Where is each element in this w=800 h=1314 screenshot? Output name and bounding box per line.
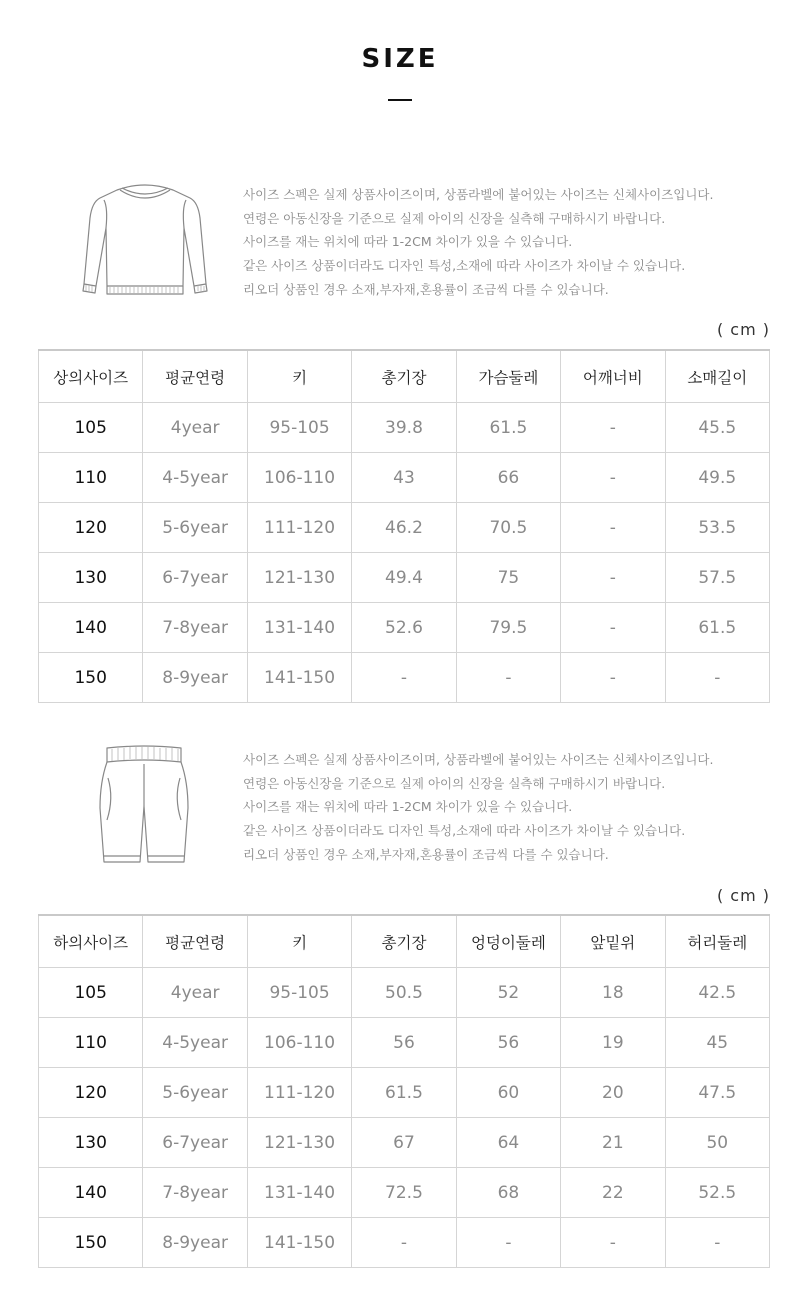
table-cell: 18	[561, 968, 665, 1018]
size-cell: 150	[39, 653, 143, 703]
table-cell: -	[561, 1218, 665, 1268]
sweatshirt-icon	[80, 178, 210, 300]
table-cell: 53.5	[665, 503, 769, 553]
column-header: 하의사이즈	[39, 915, 143, 968]
table-cell: 79.5	[456, 603, 560, 653]
table-cell: 49.5	[665, 453, 769, 503]
table-row	[39, 553, 770, 603]
bottom-notes	[243, 748, 783, 867]
table-cell: -	[456, 1218, 560, 1268]
table-cell: 95-105	[247, 968, 351, 1018]
table-cell: 46.2	[352, 503, 456, 553]
table-cell: 43	[352, 453, 456, 503]
table-cell: 7-8year	[143, 1168, 247, 1218]
shorts-icon	[98, 742, 190, 868]
table-row	[39, 1218, 770, 1268]
table-cell: 49.4	[352, 553, 456, 603]
table-cell: 39.8	[352, 403, 456, 453]
column-header: 가슴둘레	[456, 350, 560, 403]
table-cell: -	[456, 653, 560, 703]
table-cell: -	[352, 653, 456, 703]
table-cell: 52	[456, 968, 560, 1018]
table-cell: 7-8year	[143, 603, 247, 653]
table-cell: 141-150	[247, 1218, 351, 1268]
column-header: 소매길이	[665, 350, 769, 403]
size-cell: 120	[39, 503, 143, 553]
table-row	[39, 1068, 770, 1118]
table-cell: 61.5	[665, 603, 769, 653]
table-row	[39, 1118, 770, 1168]
size-cell: 150	[39, 1218, 143, 1268]
table-cell: 60	[456, 1068, 560, 1118]
unit-label: ( cm )	[716, 886, 770, 905]
size-cell: 140	[39, 1168, 143, 1218]
note-line: 같은 사이즈 상품이더라도 디자인 특성,소재에 따라 사이즈가 차이날 수 있습니다.	[243, 258, 686, 274]
page-title: SIZE	[361, 44, 439, 74]
table-row	[39, 453, 770, 503]
table-row	[39, 1018, 770, 1068]
note-line: 리오더 상품인 경우 소재,부자재,혼용률이 조금씩 다를 수 있습니다.	[243, 281, 609, 297]
table-row	[39, 1168, 770, 1218]
note-line: 사이즈를 재는 위치에 따라 1-2CM 차이가 있을 수 있습니다.	[243, 799, 573, 815]
column-header: 상의사이즈	[39, 350, 143, 403]
table-cell: 75	[456, 553, 560, 603]
size-cell: 110	[39, 453, 143, 503]
table-cell: 45.5	[665, 403, 769, 453]
table-cell: 5-6year	[143, 503, 247, 553]
table-cell: -	[561, 453, 665, 503]
table-cell: 21	[561, 1118, 665, 1168]
note-line: 연령은 아동신장을 기준으로 실제 아이의 신장을 실측해 구매하시기 바랍니다.	[243, 210, 666, 226]
table-cell: -	[665, 1218, 769, 1268]
column-header: 키	[247, 350, 351, 403]
table-row	[39, 403, 770, 453]
table-cell: 66	[456, 453, 560, 503]
table-cell: 6-7year	[143, 1118, 247, 1168]
table-cell: 45	[665, 1018, 769, 1068]
column-header: 허리둘레	[665, 915, 769, 968]
table-cell: 141-150	[247, 653, 351, 703]
table-cell: 72.5	[352, 1168, 456, 1218]
table-cell: -	[561, 403, 665, 453]
table-cell: 121-130	[247, 1118, 351, 1168]
table-cell: -	[561, 603, 665, 653]
table-cell: 4-5year	[143, 453, 247, 503]
note-line: 사이즈 스펙은 실제 상품사이즈이며, 상품라벨에 붙어있는 사이즈는 신체사이즈입니다.	[243, 187, 714, 202]
table-row	[39, 503, 770, 553]
bottom-size-table	[38, 914, 770, 1268]
top-size-table	[38, 349, 770, 703]
table-cell: 8-9year	[143, 1218, 247, 1268]
table-cell: 5-6year	[143, 1068, 247, 1118]
unit-label: ( cm )	[716, 320, 770, 339]
table-cell: 8-9year	[143, 653, 247, 703]
note-line: 사이즈 스펙은 실제 상품사이즈이며, 상품라벨에 붙어있는 사이즈는 신체사이즈입니다.	[243, 752, 714, 767]
table-cell: 61.5	[456, 403, 560, 453]
table-cell: 6-7year	[143, 553, 247, 603]
column-header: 어깨너비	[561, 350, 665, 403]
table-cell: 50.5	[352, 968, 456, 1018]
table-cell: 68	[456, 1168, 560, 1218]
table-cell: 61.5	[352, 1068, 456, 1118]
table-cell: 52.5	[665, 1168, 769, 1218]
table-cell: 22	[561, 1168, 665, 1218]
table-cell: 4-5year	[143, 1018, 247, 1068]
size-cell: 140	[39, 603, 143, 653]
note-line: 연령은 아동신장을 기준으로 실제 아이의 신장을 실측해 구매하시기 바랍니다.	[243, 775, 666, 791]
table-cell: -	[561, 553, 665, 603]
table-cell: -	[561, 653, 665, 703]
size-cell: 105	[39, 968, 143, 1018]
size-cell: 130	[39, 553, 143, 603]
table-cell: 121-130	[247, 553, 351, 603]
table-cell: 67	[352, 1118, 456, 1168]
column-header: 총기장	[352, 915, 456, 968]
size-cell: 110	[39, 1018, 143, 1068]
note-line: 같은 사이즈 상품이더라도 디자인 특성,소재에 따라 사이즈가 차이날 수 있습니다.	[243, 823, 686, 839]
table-cell: 57.5	[665, 553, 769, 603]
size-cell: 130	[39, 1118, 143, 1168]
table-cell: 20	[561, 1068, 665, 1118]
size-cell: 120	[39, 1068, 143, 1118]
table-header-row	[39, 350, 770, 403]
size-cell: 105	[39, 403, 143, 453]
table-cell: 42.5	[665, 968, 769, 1018]
title-divider	[388, 99, 412, 101]
table-row	[39, 968, 770, 1018]
table-cell: 52.6	[352, 603, 456, 653]
table-cell: -	[665, 653, 769, 703]
table-header-row	[39, 915, 770, 968]
table-cell: 131-140	[247, 603, 351, 653]
column-header: 평균연령	[143, 915, 247, 968]
table-cell: 64	[456, 1118, 560, 1168]
table-cell: 4year	[143, 403, 247, 453]
table-cell: -	[352, 1218, 456, 1268]
table-cell: 106-110	[247, 453, 351, 503]
table-cell: 95-105	[247, 403, 351, 453]
table-cell: 111-120	[247, 1068, 351, 1118]
table-cell: 56	[456, 1018, 560, 1068]
table-cell: 131-140	[247, 1168, 351, 1218]
column-header: 앞밑위	[561, 915, 665, 968]
table-cell: 19	[561, 1018, 665, 1068]
column-header: 평균연령	[143, 350, 247, 403]
table-cell: 106-110	[247, 1018, 351, 1068]
table-cell: -	[561, 503, 665, 553]
column-header: 총기장	[352, 350, 456, 403]
table-row	[39, 653, 770, 703]
table-cell: 70.5	[456, 503, 560, 553]
note-line: 사이즈를 재는 위치에 따라 1-2CM 차이가 있을 수 있습니다.	[243, 234, 573, 250]
table-cell: 111-120	[247, 503, 351, 553]
table-cell: 47.5	[665, 1068, 769, 1118]
table-row	[39, 603, 770, 653]
table-cell: 50	[665, 1118, 769, 1168]
column-header: 키	[247, 915, 351, 968]
table-cell: 56	[352, 1018, 456, 1068]
column-header: 엉덩이둘레	[456, 915, 560, 968]
top-notes	[243, 183, 783, 302]
note-line: 리오더 상품인 경우 소재,부자재,혼용률이 조금씩 다를 수 있습니다.	[243, 846, 609, 862]
table-cell: 4year	[143, 968, 247, 1018]
